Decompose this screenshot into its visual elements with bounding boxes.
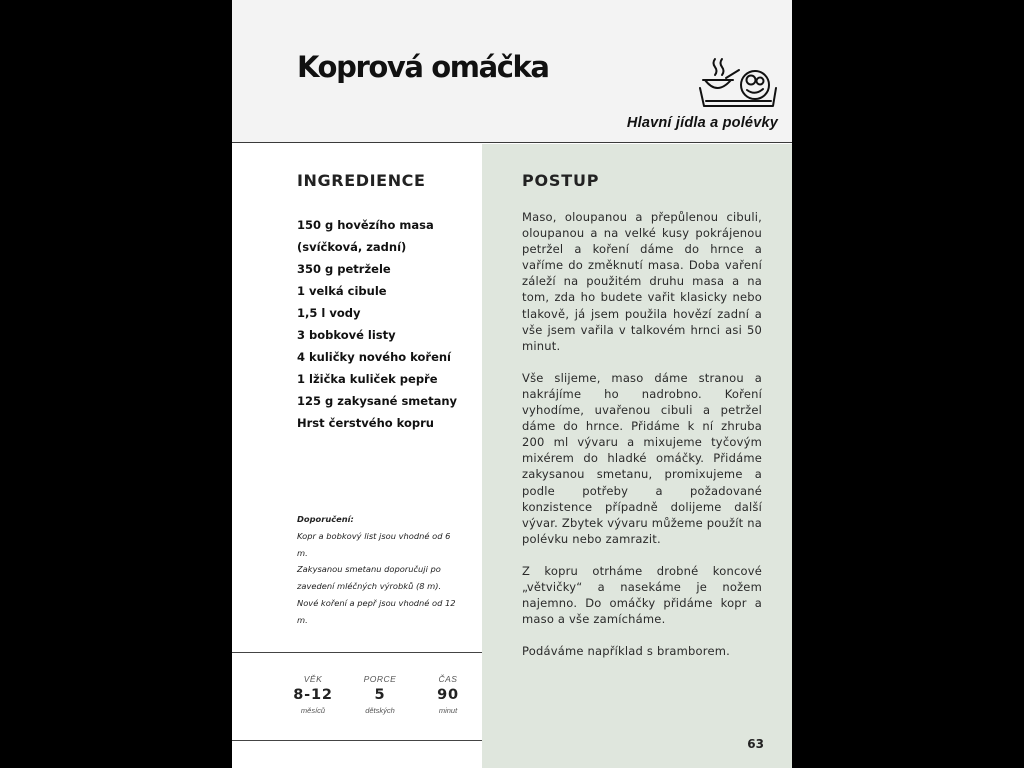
ingredient-item: 150 g hovězího masa: [297, 218, 434, 232]
divider: [232, 652, 482, 653]
ingredient-item: 1 velká cibule: [297, 284, 387, 298]
divider: [232, 740, 482, 741]
stat-age: [283, 674, 343, 715]
ingredients-heading: INGREDIENCE: [297, 171, 426, 190]
procedure-paragraph: Z kopru otrháme drobné koncové „větvičky“ a nasekáme je nožem najemno. Do omáčky přidáme kopr a maso a vše zamícháme.: [522, 563, 762, 627]
stat-time-unit: minut: [438, 706, 458, 715]
procedure-paragraph: Vše slijeme, maso dáme stranou a nakrájíme ho nadrobno. Koření vyhodíme, uvařenou cibuli a petržel dáme do hrnce. Přidáme k ní zhruba 200 ml vývaru a mixujeme tyčovým mixérem do hladké omáčky. Přidáme zakysanou smetanu, promixujeme a podle potřeby a požadované konzistence případně dolijeme další vývar. Zbytek vývaru můžeme použít na polévku nebo zamrazit.: [522, 370, 762, 546]
stat-portions-value: 5: [374, 687, 386, 703]
procedure-steps: [522, 209, 762, 675]
procedure-paragraph: Podáváme například s bramborem.: [522, 644, 730, 659]
stat-portions: [350, 674, 410, 715]
page-header: [232, 0, 792, 143]
ingredient-item: 350 g petržele: [297, 262, 391, 276]
ingredient-item: 4 kuličky nového koření: [297, 350, 452, 364]
procedure-heading: POSTUP: [522, 171, 600, 190]
ingredient-item: 125 g zakysané smetany: [297, 394, 458, 408]
ingredient-item: (svíčková, zadní): [297, 240, 407, 254]
recipe-title: Koprová omáčka: [297, 50, 549, 84]
stat-time-value: 90: [437, 687, 459, 703]
recommendation-title: Doporučení:: [297, 514, 354, 524]
procedure-paragraph: Maso, oloupanou a přepůlenou cibuli, oloupanou a na velké kusy pokrájenou petržel a koření dáme do hrnce a vaříme do změknutí masa. Doba vaření záleží na použitém druhu masa a na tom, zda ho budete vařit klasicky nebo tlakově, já jsem použila hovězí zadní a vše jsem vařila v talkovém hrnci asi 50 minut.: [522, 210, 762, 353]
ingredient-item: Hrst čerstvého kopru: [297, 416, 434, 430]
stat-time-label: ČAS: [438, 674, 458, 684]
stat-age-unit: měsíců: [300, 706, 326, 715]
page-number: 63: [747, 737, 764, 751]
recommendation-line: Nové koření a pepř jsou vhodné od 12 m.: [297, 597, 456, 625]
ingredient-item: 1 lžička kuliček pepře: [297, 372, 438, 386]
ingredient-item: 1,5 l vody: [297, 306, 361, 320]
recipe-category: Hlavní jídla a polévky: [626, 115, 778, 131]
ingredients-list: [297, 214, 457, 434]
dish-tray-icon: [695, 56, 777, 108]
stat-age-value: 8-12: [293, 687, 333, 703]
recommendation-block: [297, 511, 462, 629]
stat-age-label: VĚK: [303, 674, 323, 684]
stat-time: [418, 674, 478, 715]
procedure-column: [482, 144, 792, 768]
recommendation-line: Zakysanou smetanu doporučuji po zavedení mléčných výrobků (8 m).: [297, 564, 442, 592]
ingredients-column: [232, 144, 482, 768]
recipe-page: [232, 0, 792, 768]
stat-portions-label: PORCE: [363, 674, 397, 684]
stat-portions-unit: dětských: [365, 706, 395, 715]
ingredient-item: 3 bobkové listy: [297, 328, 396, 342]
recommendation-line: Kopr a bobkový list jsou vhodné od 6 m.: [297, 530, 451, 558]
